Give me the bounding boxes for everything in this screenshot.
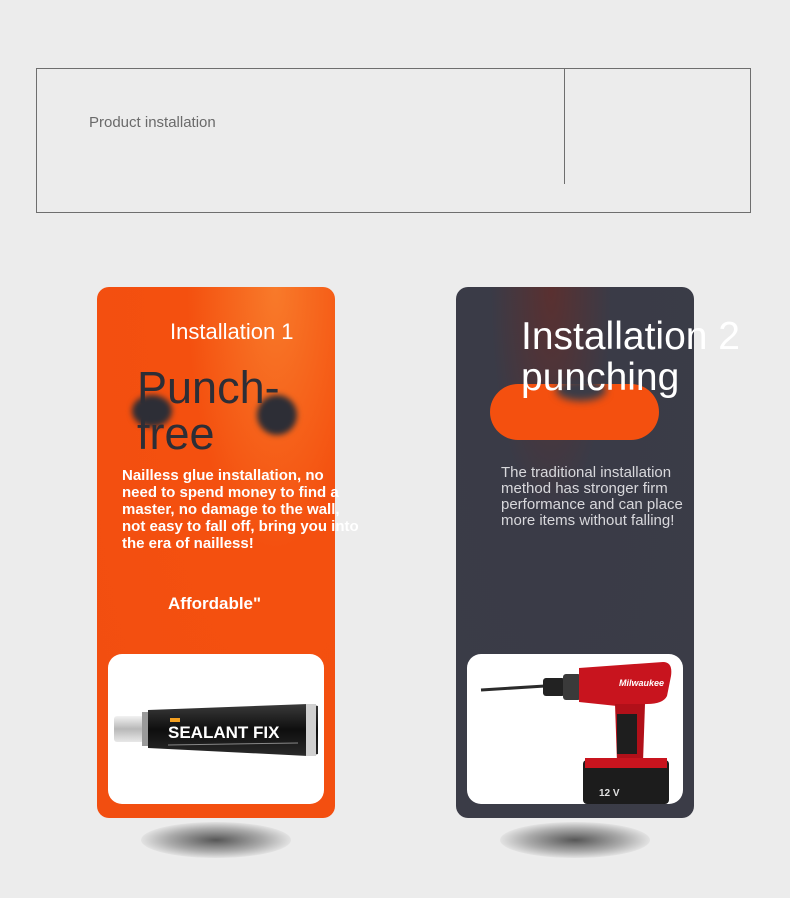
page-title: Product installation: [89, 114, 216, 131]
sealant-product-text: SEALANT FIX: [168, 723, 280, 742]
installation-1-label: Installation 1: [170, 319, 294, 344]
drill-image: [467, 654, 683, 804]
sealant-tube-image-frame: [108, 654, 324, 804]
header-box: [36, 68, 751, 213]
card-shadow-right: [500, 822, 650, 858]
punch-free-headline: Punch-free: [137, 362, 280, 459]
installation-card-glue: [97, 287, 359, 818]
installation-2-label: Installation 2 punching: [521, 315, 740, 399]
drill-brand-text: Milwaukee: [619, 678, 665, 688]
affordable-tagline: Affordable": [168, 594, 262, 613]
drill-description: The traditional installation method has stronger firm performance and can place more items without falling!: [501, 464, 683, 529]
sealant-tube-image: [108, 654, 324, 804]
glue-description: Nailless glue installation, no need to spend money to find a master, no damage to the wall, not easy to fall off, bring you into the era of nailless!: [122, 467, 359, 552]
card-shadow-left: [141, 822, 291, 858]
drill-image-frame: [467, 654, 683, 804]
drill-battery-text: 12 V: [599, 788, 620, 799]
installation-card-drill: [456, 287, 740, 818]
header-divider: [564, 69, 565, 184]
